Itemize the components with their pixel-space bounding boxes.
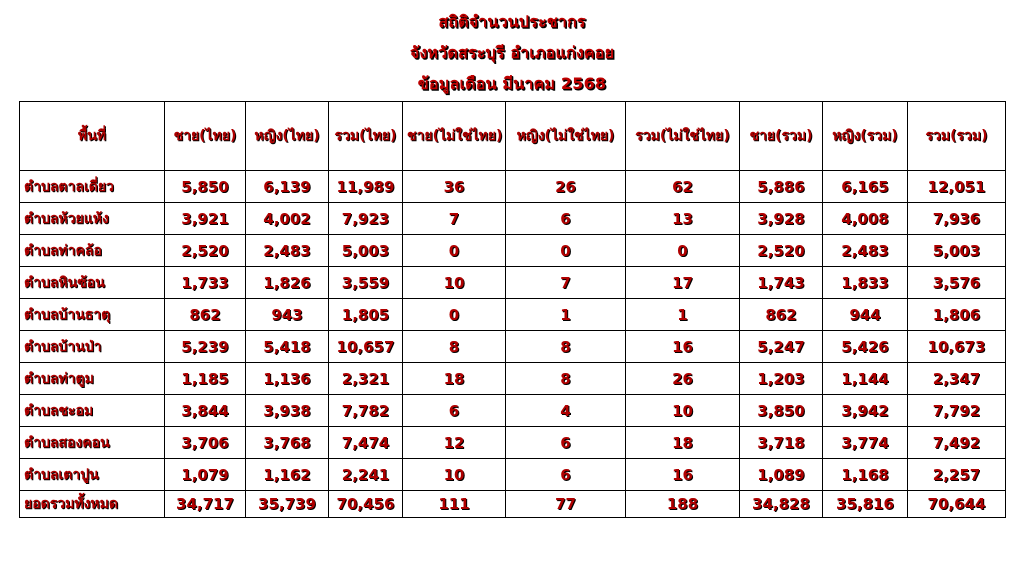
- table-cell: 0: [626, 235, 740, 267]
- table-cell: 3,706: [165, 427, 246, 459]
- total-cell: 35,816: [823, 491, 908, 518]
- table-cell: 10: [626, 395, 740, 427]
- header-female-nonthai: หญิง(ไม่ใช่ไทย): [506, 102, 626, 171]
- table-cell: 3,942: [823, 395, 908, 427]
- table-cell: 13: [626, 203, 740, 235]
- table-cell: 18: [403, 363, 506, 395]
- table-cell: 4,002: [246, 203, 329, 235]
- table-cell: 5,247: [740, 331, 823, 363]
- table-cell: 3,844: [165, 395, 246, 427]
- table-cell: 5,426: [823, 331, 908, 363]
- table-cell: 7,792: [908, 395, 1006, 427]
- table-cell: 2,520: [165, 235, 246, 267]
- report-title: [0, 6, 1024, 99]
- table-cell: 3,559: [329, 267, 403, 299]
- table-cell: 16: [626, 331, 740, 363]
- table-cell: 7,782: [329, 395, 403, 427]
- table-cell: 862: [740, 299, 823, 331]
- header-female-all: หญิง(รวม): [823, 102, 908, 171]
- table-cell: 3,576: [908, 267, 1006, 299]
- header-total-nonthai: รวม(ไม่ใช่ไทย): [626, 102, 740, 171]
- header-female-thai: หญิง(ไทย): [246, 102, 329, 171]
- table-cell: 36: [403, 171, 506, 203]
- subdistrict-name: ตำบลห้วยแห้ง: [20, 203, 165, 235]
- table-cell: 2,483: [823, 235, 908, 267]
- table-cell: 1: [506, 299, 626, 331]
- total-cell: 70,644: [908, 491, 1006, 518]
- table-cell: 11,989: [329, 171, 403, 203]
- table-cell: 7,474: [329, 427, 403, 459]
- table-header-row: [20, 102, 1006, 171]
- table-cell: 5,239: [165, 331, 246, 363]
- table-cell: 10,657: [329, 331, 403, 363]
- table-cell: 5,003: [329, 235, 403, 267]
- table-cell: 2,257: [908, 459, 1006, 491]
- header-male-thai: ชาย(ไทย): [165, 102, 246, 171]
- subdistrict-name: ตำบลท่าคล้อ: [20, 235, 165, 267]
- total-cell: 111: [403, 491, 506, 518]
- table-cell: 3,850: [740, 395, 823, 427]
- table-cell: 10,673: [908, 331, 1006, 363]
- table-row: [20, 331, 1006, 363]
- table-cell: 6: [403, 395, 506, 427]
- subdistrict-name: ตำบลบ้านธาตุ: [20, 299, 165, 331]
- table-cell: 6,165: [823, 171, 908, 203]
- header-total-all: รวม(รวม): [908, 102, 1006, 171]
- table-cell: 6,139: [246, 171, 329, 203]
- subdistrict-name: ตำบลสองคอน: [20, 427, 165, 459]
- table-cell: 3,718: [740, 427, 823, 459]
- table-cell: 1,185: [165, 363, 246, 395]
- title-line-1: สถิติจำนวนประชากร: [438, 12, 586, 31]
- subdistrict-name: ตำบลตาลเดี่ยว: [20, 171, 165, 203]
- table-cell: 1: [626, 299, 740, 331]
- table-cell: 8: [506, 331, 626, 363]
- table-cell: 1,806: [908, 299, 1006, 331]
- table-cell: 0: [403, 299, 506, 331]
- total-cell: 34,717: [165, 491, 246, 518]
- table-cell: 62: [626, 171, 740, 203]
- table-row: [20, 427, 1006, 459]
- table-cell: 4,008: [823, 203, 908, 235]
- table-cell: 18: [626, 427, 740, 459]
- table-row: [20, 171, 1006, 203]
- table-cell: 7: [506, 267, 626, 299]
- table-cell: 7: [403, 203, 506, 235]
- title-line-2: จังหวัดสระบุรี อำเภอแก่งคอย: [409, 43, 615, 62]
- header-total-thai: รวม(ไทย): [329, 102, 403, 171]
- table-cell: 5,886: [740, 171, 823, 203]
- table-cell: 1,203: [740, 363, 823, 395]
- subdistrict-name: ตำบลชะอม: [20, 395, 165, 427]
- population-table: [19, 101, 1006, 518]
- table-row: [20, 299, 1006, 331]
- subdistrict-name: ตำบลเตาปูน: [20, 459, 165, 491]
- table-cell: 1,743: [740, 267, 823, 299]
- table-cell: 26: [506, 171, 626, 203]
- table-cell: 1,733: [165, 267, 246, 299]
- table-cell: 6: [506, 203, 626, 235]
- table-cell: 12: [403, 427, 506, 459]
- table-cell: 8: [403, 331, 506, 363]
- table-cell: 3,928: [740, 203, 823, 235]
- subdistrict-name: ตำบลหินซ้อน: [20, 267, 165, 299]
- table-cell: 2,347: [908, 363, 1006, 395]
- table-cell: 2,241: [329, 459, 403, 491]
- table-cell: 7,936: [908, 203, 1006, 235]
- table-cell: 3,768: [246, 427, 329, 459]
- table-cell: 8: [506, 363, 626, 395]
- table-cell: 0: [403, 235, 506, 267]
- table-cell: 1,136: [246, 363, 329, 395]
- table-cell: 3,938: [246, 395, 329, 427]
- table-cell: 1,833: [823, 267, 908, 299]
- subdistrict-name: ตำบลท่าตูม: [20, 363, 165, 395]
- table-cell: 12,051: [908, 171, 1006, 203]
- table-cell: 7,923: [329, 203, 403, 235]
- total-label: ยอดรวมทั้งหมด: [20, 491, 165, 518]
- table-row: [20, 459, 1006, 491]
- table-cell: 944: [823, 299, 908, 331]
- total-cell: 35,739: [246, 491, 329, 518]
- table-cell: 1,162: [246, 459, 329, 491]
- table-cell: 4: [506, 395, 626, 427]
- table-row: [20, 203, 1006, 235]
- table-cell: 17: [626, 267, 740, 299]
- total-cell: 70,456: [329, 491, 403, 518]
- table-cell: 5,850: [165, 171, 246, 203]
- table-cell: 943: [246, 299, 329, 331]
- header-male-all: ชาย(รวม): [740, 102, 823, 171]
- table-cell: 2,520: [740, 235, 823, 267]
- table-cell: 1,089: [740, 459, 823, 491]
- table-cell: 10: [403, 267, 506, 299]
- table-cell: 1,079: [165, 459, 246, 491]
- total-cell: 34,828: [740, 491, 823, 518]
- table-cell: 3,774: [823, 427, 908, 459]
- table-cell: 16: [626, 459, 740, 491]
- total-cell: 77: [506, 491, 626, 518]
- table-row: [20, 363, 1006, 395]
- table-row: [20, 235, 1006, 267]
- table-cell: 5,418: [246, 331, 329, 363]
- table-cell: 1,168: [823, 459, 908, 491]
- table-row: [20, 267, 1006, 299]
- table-cell: 3,921: [165, 203, 246, 235]
- table-cell: 862: [165, 299, 246, 331]
- table-cell: 10: [403, 459, 506, 491]
- table-cell: 6: [506, 459, 626, 491]
- table-cell: 7,492: [908, 427, 1006, 459]
- title-line-3: ข้อมูลเดือน มีนาคม 2568: [417, 74, 607, 93]
- table-cell: 2,483: [246, 235, 329, 267]
- subdistrict-name: ตำบลบ้านป่า: [20, 331, 165, 363]
- table-cell: 0: [506, 235, 626, 267]
- table-cell: 2,321: [329, 363, 403, 395]
- table-cell: 5,003: [908, 235, 1006, 267]
- table-cell: 1,826: [246, 267, 329, 299]
- header-area: พื้นที่: [20, 102, 165, 171]
- table-cell: 26: [626, 363, 740, 395]
- table-row: [20, 395, 1006, 427]
- total-row: [20, 491, 1006, 518]
- total-cell: 188: [626, 491, 740, 518]
- header-male-nonthai: ชาย(ไม่ใช่ไทย): [403, 102, 506, 171]
- table-cell: 6: [506, 427, 626, 459]
- table-cell: 1,805: [329, 299, 403, 331]
- table-cell: 1,144: [823, 363, 908, 395]
